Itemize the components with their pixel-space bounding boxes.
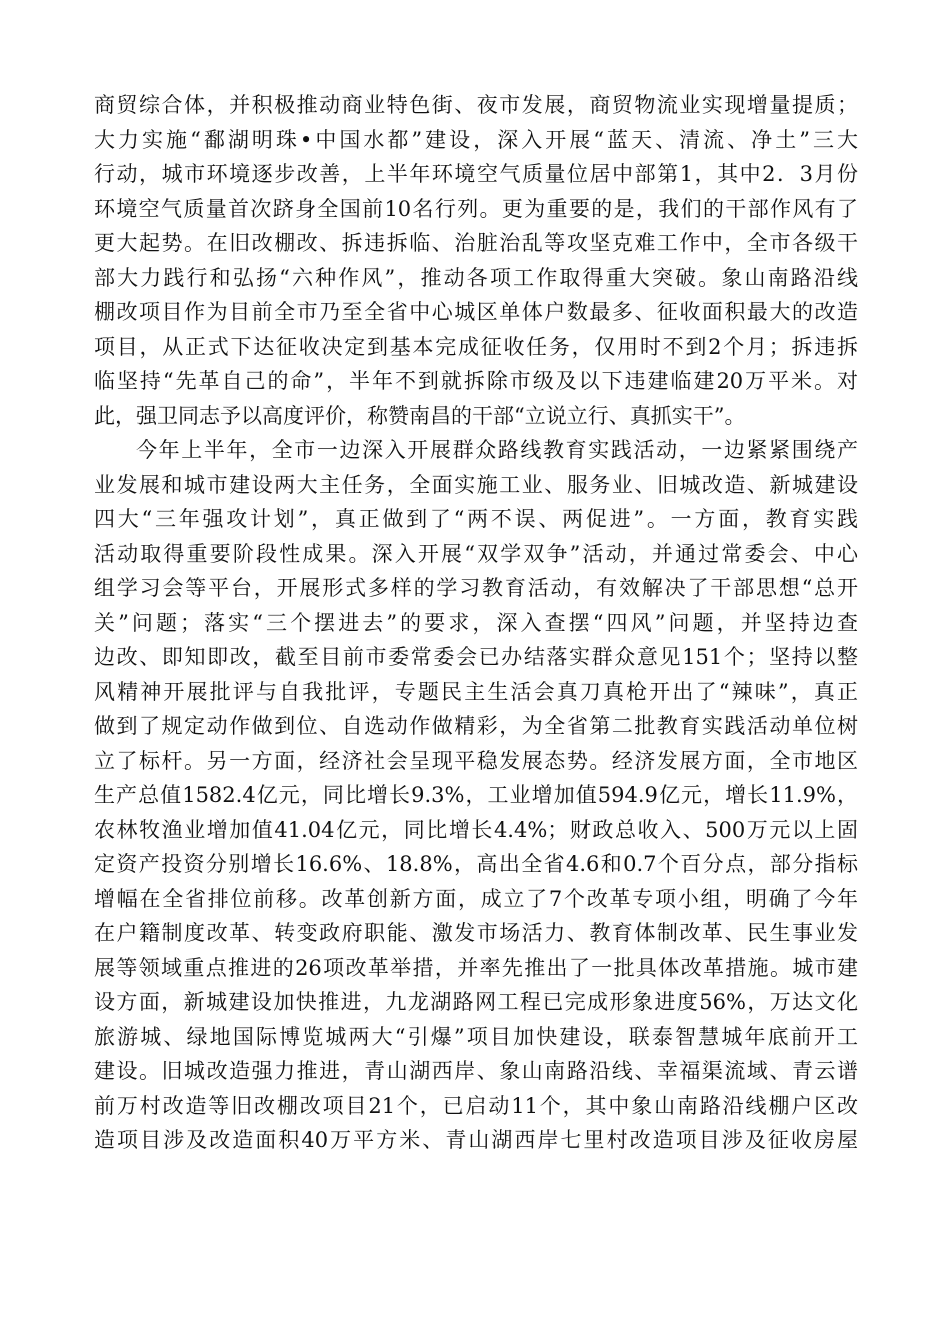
- text-line: 大力实施“鄱湖明珠•中国水都”建设，深入开展“蓝天、清流、净土”三大: [94, 127, 858, 152]
- text-line: 前万村改造等旧改棚改项目21个，已启动11个，其中象山南路沿线棚户区改: [94, 1093, 858, 1118]
- text-line: 行动，城市环境逐步改善，上半年环境空气质量位居中部第1，其中2．3月份: [94, 162, 858, 186]
- text-line: 旅游城、绿地国际博览城两大“引爆”项目加快建设，联泰智慧城年底前开工: [94, 1024, 858, 1049]
- text-line-first: 今年上半年，全市一边深入开展群众路线教育实践活动，一边紧紧围绕产: [136, 438, 858, 462]
- text-line: 农林牧渔业增加值41.04亿元，同比增长4.4%；财政总收入、500万元以上固: [94, 817, 858, 842]
- paragraph-2: [94, 433, 858, 1158]
- text-line: 增幅在全省排位前移。改革创新方面，成立了7个改革专项小组，明确了今年: [94, 886, 858, 911]
- text-line: 展等领域重点推进的26项改革举措，并率先推出了一批具体改革措施。城市建: [94, 955, 858, 980]
- text-line: 此，强卫同志予以高度评价，称赞南昌的干部“立说立行、真抓实干”。: [94, 403, 746, 428]
- text-line: 棚改项目作为目前全市乃至全省中心城区单体户数最多、征收面积最大的改造: [94, 300, 858, 324]
- text-line: 部大力践行和弘扬“六种作风”，推动各项工作取得重大突破。象山南路沿线: [94, 265, 858, 290]
- text-line: 活动取得重要阶段性成果。深入开展“双学双争”活动，并通过常委会、中心: [94, 541, 858, 566]
- text-line: 商贸综合体，并积极推动商业特色街、夜市发展，商贸物流业实现增量提质；: [94, 93, 858, 117]
- text-line: 做到了规定动作做到位、自选动作做精彩，为全省第二批教育实践活动单位树: [94, 714, 858, 738]
- paragraph-1: [94, 88, 858, 433]
- text-line: 在户籍制度改革、转变政府职能、激发市场活力、教育体制改革、民生事业发: [94, 921, 858, 945]
- text-line: 关”问题；落实“三个摆进去”的要求，深入查摆“四风”问题，并坚持边查: [94, 610, 858, 635]
- text-line: 建设。旧城改造强力推进，青山湖西岸、象山南路沿线、幸福渠流域、青云谱: [94, 1059, 858, 1083]
- text-line: 风精神开展批评与自我批评，专题民主生活会真刀真枪开出了“辣味”，真正: [94, 679, 858, 704]
- document-page: [94, 88, 858, 1158]
- text-line: 临坚持“先革自己的命”，半年不到就拆除市级及以下违建临建20万平米。对: [94, 369, 858, 393]
- text-line: 环境空气质量首次跻身全国前10名行列。更为重要的是，我们的干部作风有了: [94, 196, 858, 221]
- text-line: 设方面，新城建设加快推进，九龙湖路网工程已完成形象进度56%，万达文化: [94, 990, 858, 1014]
- text-line: 业发展和城市建设两大主任务，全面实施工业、服务业、旧城改造、新城建设: [94, 472, 858, 497]
- text-line: 生产总值1582.4亿元，同比增长9.3%，工业增加值594.9亿元，增长11.9%，: [94, 783, 858, 807]
- text-line: 边改、即知即改，截至目前市委常委会已办结落实群众意见151个；坚持以整: [94, 645, 858, 669]
- text-line: 定资产投资分别增长16.6%、18.8%，高出全省4.6和0.7个百分点，部分指标: [94, 852, 858, 876]
- text-line: 项目，从正式下达征收决定到基本完成征收任务，仅用时不到2个月；拆违拆: [94, 334, 858, 359]
- text-line: 组学习会等平台，开展形式多样的学习教育活动，有效解决了干部思想“总开: [94, 576, 858, 600]
- text-line: 立了标杆。另一方面，经济社会呈现平稳发展态势。经济发展方面，全市地区: [94, 748, 858, 773]
- text-line: 更大起势。在旧改棚改、拆违拆临、治脏治乱等攻坚克难工作中，全市各级干: [94, 231, 858, 255]
- text-line: 造项目涉及改造面积40万平方米、青山湖西岸七里村改造项目涉及征收房屋: [94, 1128, 858, 1152]
- text-line: 四大“三年强攻计划”，真正做到了“两不误、两促进”。一方面，教育实践: [94, 507, 858, 531]
